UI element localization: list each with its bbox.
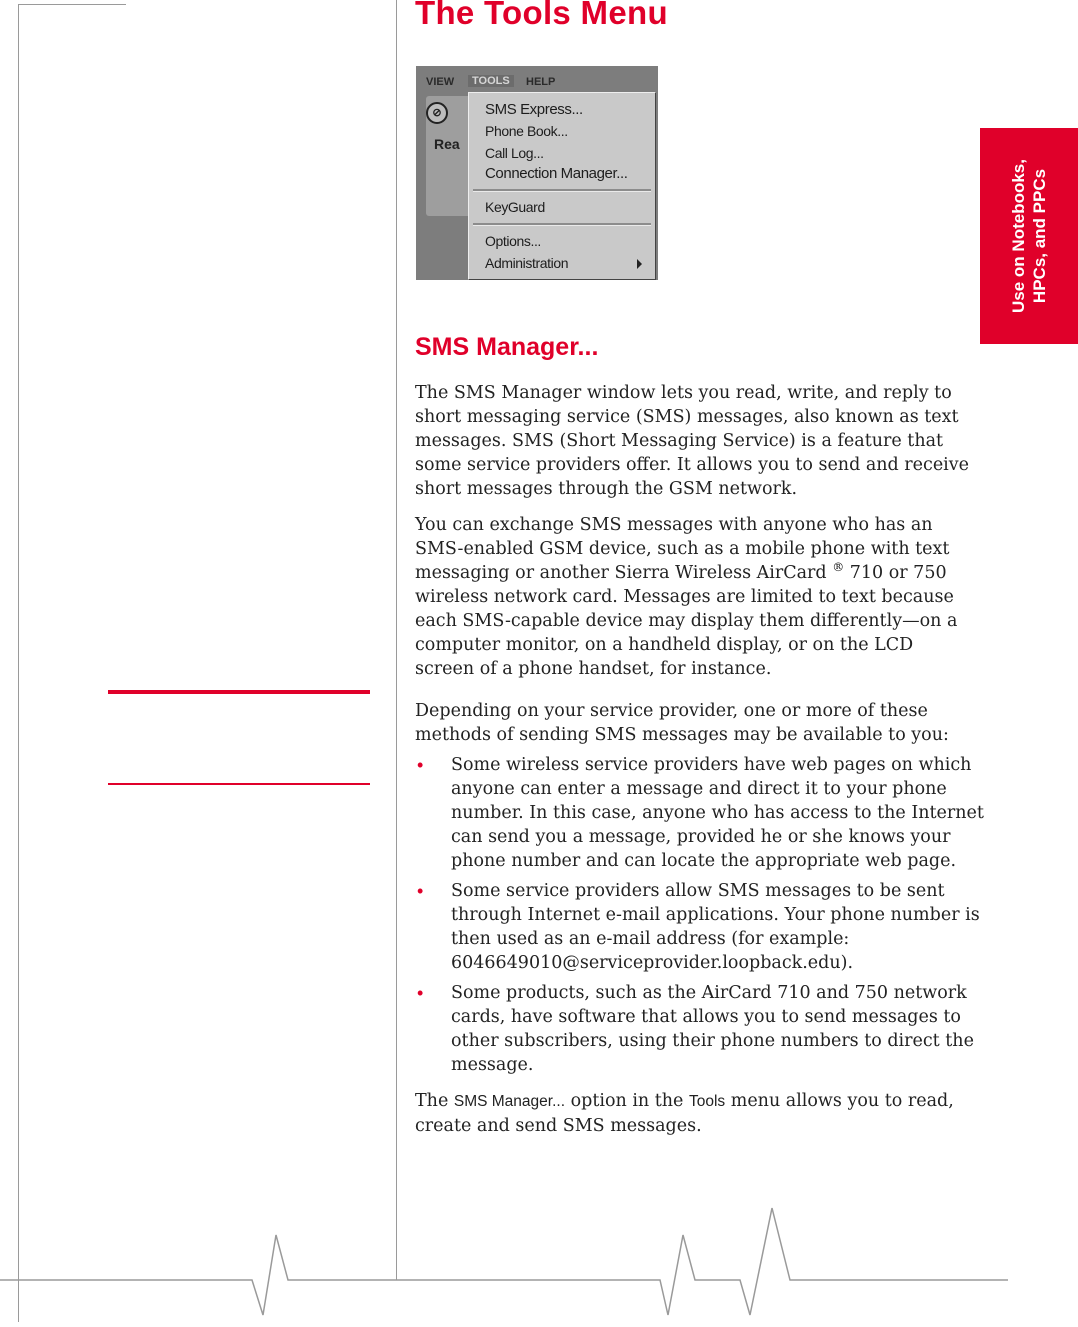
menu-item-options: Options... [485,233,541,249]
registered-mark: ® [832,560,845,575]
paragraph-intro: The SMS Manager window lets you read, write, and reply to short messaging service (SMS) messages, also known as text messages. SMS (Short Messaging Service) is a feature that some service providers offer. It allows you to send and receive short messages through the GSM network. [415,383,970,499]
subsection-title: SMS Manager... [415,333,599,361]
paragraph-text: The [415,1091,454,1111]
bullet-icon: • [417,881,424,901]
tools-menu-screenshot [416,66,658,280]
menu-item-call-log: Call Log... [485,145,544,161]
menu-item-connection-manager: Connection Manager... [485,165,628,182]
list-item [415,879,985,975]
column-divider-line [396,0,397,1280]
chapter-side-tab [980,128,1078,344]
bullet-icon: • [417,755,424,775]
paragraph-methods: Depending on your service provider, one or more of these methods of sending SMS messages may be available to you: [415,701,949,745]
ui-term-tools: Tools [688,1093,726,1110]
menu-help: HELP [526,76,556,88]
frame-left-line [18,4,19,1322]
menu-item-phone-book: Phone Book... [485,123,568,139]
list-item [415,981,985,1077]
heartbeat-footer-line [0,1200,1078,1327]
menu-view: VIEW [426,76,455,88]
list-item-text: Some service providers allow SMS messages to be sent through Internet e-mail applications. Your phone number is then used as an e-mail address (for example: 6046649010@serviceprovider.loopback.edu). [451,881,980,973]
frame-top-line [18,4,126,5]
paragraph-text: 710 or 750 wireless network card. Messages are limited to text because each SMS-capable device may display them differently—on a computer monitor, on a handheld display, or on the LCD screen of a phone handset, for instance. [415,563,958,679]
app-logo-icon: ⊘ [426,102,448,124]
menu-separator [473,189,651,192]
paragraph-sms-manager-option [415,1089,975,1138]
status-text: Rea [434,136,460,152]
side-tab-label: Use on Notebooks, HPCs, and PPCs [1009,159,1049,313]
menu-tools: TOOLS [468,75,514,87]
list-item [415,753,985,873]
menu-item-administration: Administration [485,255,569,271]
bullet-icon: • [417,983,424,1003]
list-item-text: Some wireless service providers have web pages on which anyone can enter a message and direct it to your phone number. In this case, anyone who has access to the Internet can send you a message, provided he or she knows your phone number and can locate the appropriate web page. [451,755,984,871]
menu-item-sms-express: SMS Express... [485,101,583,118]
paragraph-text: You can exchange SMS messages with anyone who has an SMS-enabled GSM device, such as a mobile phone with text messaging or another Sierra Wireless AirCard [415,515,950,583]
paragraph-text: menu allows you to read, create and send SMS messages. [415,1091,954,1136]
note-rule-top [108,690,370,694]
submenu-arrow-icon [637,259,642,269]
section-title: The Tools Menu [415,0,668,31]
note-rule-bottom [108,783,370,785]
menu-bar [416,66,658,94]
list-item-text: Some products, such as the AirCard 710 and 750 network cards, have software that allows you to send messages to other subscribers, using their phone numbers to direct the message. [451,983,974,1075]
menu-item-keyguard: KeyGuard [485,199,545,215]
methods-list [415,753,985,1083]
paragraph-exchange [415,513,975,681]
paragraph-text: option in the [565,1091,689,1111]
menu-separator [473,223,651,226]
ui-term-sms-manager: SMS Manager... [453,1093,566,1110]
tools-dropdown-menu [468,92,656,280]
